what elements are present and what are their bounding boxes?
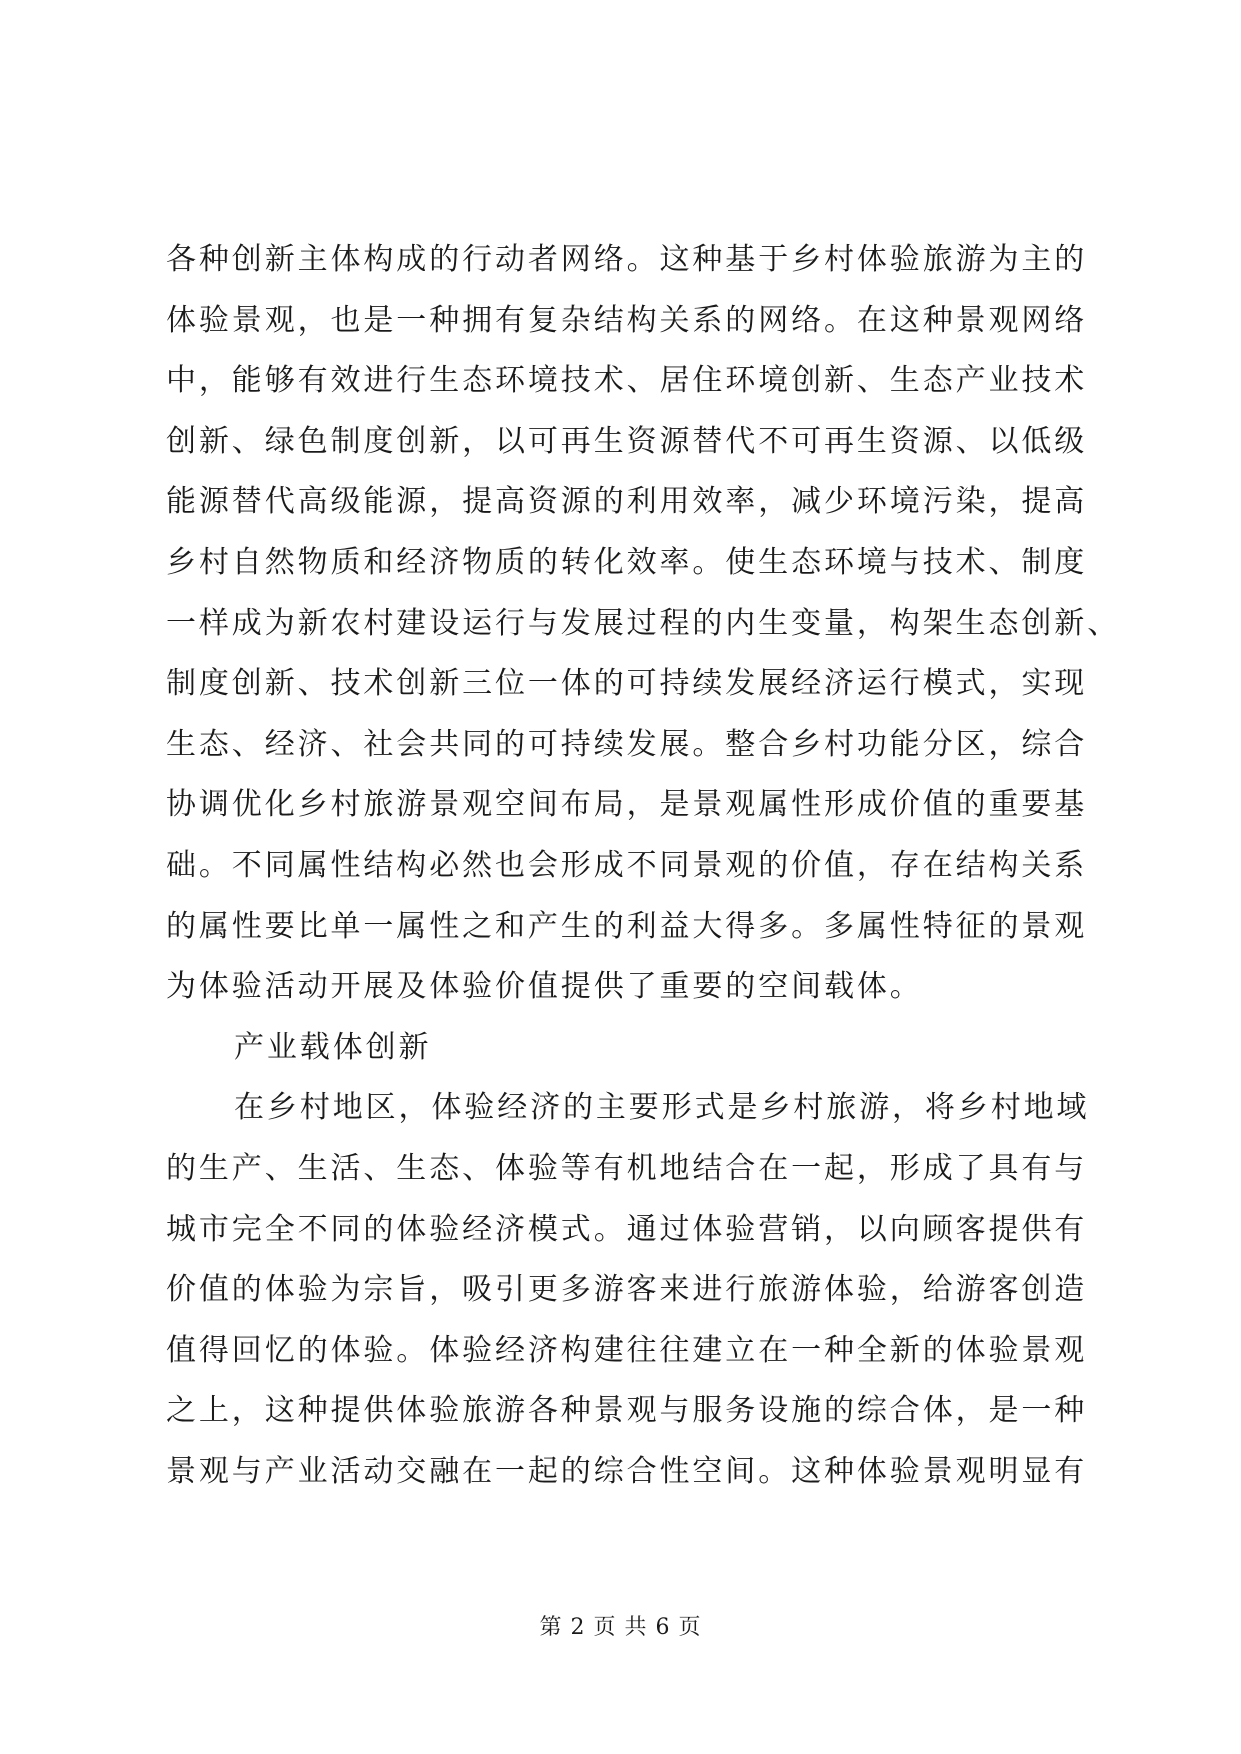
text-line: 制度创新、技术创新三位一体的可持续发展经济运行模式，实现 [166,666,1088,702]
text-line: 值得回忆的体验。体验经济构建往往建立在一种全新的体验景观 [166,1332,1088,1368]
text-line: 协调优化乡村旅游景观空间布局，是景观属性形成价值的重要基 [166,787,1088,823]
text-line: 乡村自然物质和经济物质的转化效率。使生态环境与技术、制度 [166,544,1088,580]
page-number-footer: 第 2 页 共 6 页 [539,1615,702,1640]
text-line: 之上，这种提供体验旅游各种景观与服务设施的综合体，是一种 [166,1393,1088,1429]
text-line: 生态、经济、社会共同的可持续发展。整合乡村功能分区，综合 [166,726,1088,762]
paragraph-first-line: 在乡村地区，体验经济的主要形式是乡村旅游，将乡村地域 [234,1090,1090,1126]
text-line: 为体验活动开展及体验价值提供了重要的空间载体。 [166,969,923,1005]
text-line: 的生产、生活、生态、体验等有机地结合在一起，形成了具有与 [166,1150,1088,1186]
text-line: 础。不同属性结构必然也会形成不同景观的价值，存在结构关系 [166,847,1088,883]
text-line: 能源替代高级能源，提高资源的利用效率，减少环境污染，提高 [166,484,1088,520]
text-line: 一样成为新农村建设运行与发展过程的内生变量，构架生态创新、 [166,605,1121,641]
text-line: 创新、绿色制度创新，以可再生资源替代不可再生资源、以低级 [166,423,1088,459]
text-line: 景观与产业活动交融在一起的综合性空间。这种体验景观明显有 [166,1453,1088,1489]
text-line: 的属性要比单一属性之和产生的利益大得多。多属性特征的景观 [166,908,1088,944]
text-line: 价值的体验为宗旨，吸引更多游客来进行旅游体验，给游客创造 [166,1272,1088,1308]
body-text [166,230,1121,1502]
text-line: 体验景观，也是一种拥有复杂结构关系的网络。在这种景观网络 [166,302,1088,338]
text-line: 各种创新主体构成的行动者网络。这种基于乡村体验旅游为主的 [166,242,1088,277]
text-line: 城市完全不同的体验经济模式。通过体验营销，以向顾客提供有 [166,1211,1088,1247]
section-heading: 产业载体创新 [234,1029,432,1065]
text-line: 中，能够有效进行生态环境技术、居住环境创新、生态产业技术 [166,363,1088,399]
